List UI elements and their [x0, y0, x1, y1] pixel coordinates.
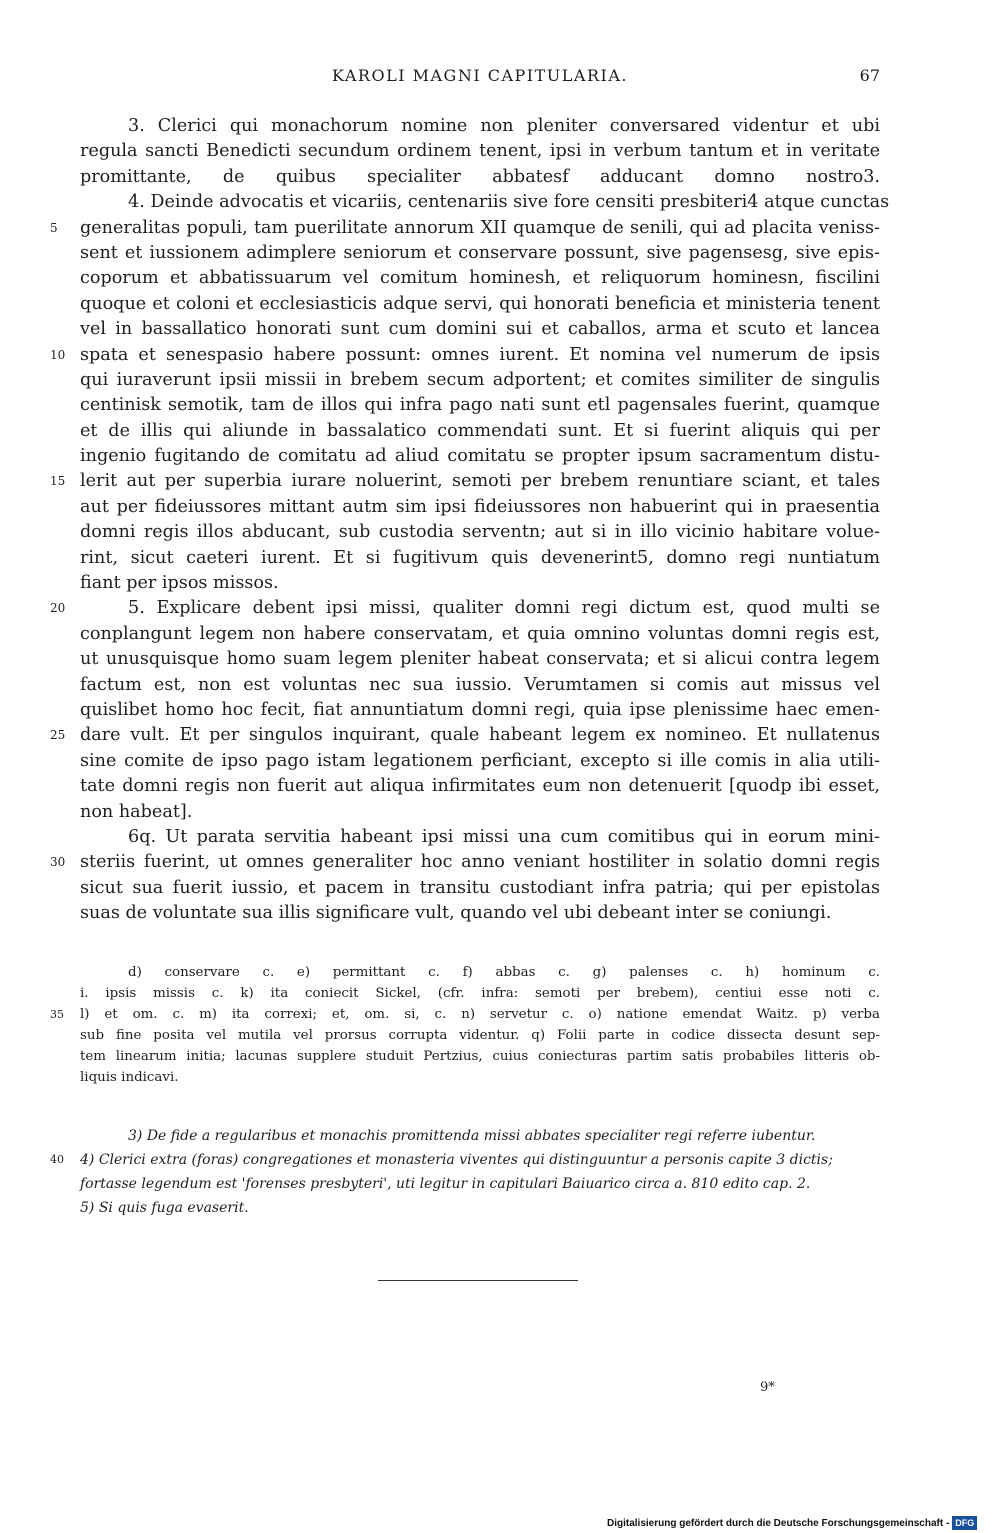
- text-line-text: steriis fuerint, ut omnes generaliter hoc anno veniant hostiliter in solatio domni regis: [80, 852, 880, 873]
- page-header: [80, 66, 880, 96]
- text-line-text: 6q. Ut parata servitia habeant ipsi missi una cum comitibus qui in eorum mini-: [128, 826, 880, 847]
- variant-note-line: [80, 1025, 880, 1046]
- text-line: [80, 165, 880, 190]
- footnote-line: [80, 1196, 880, 1220]
- text-line-text: regula sancti Benedicti secundum ordinem tenent, ipsi in verbum tantum et in veritate: [80, 141, 880, 162]
- text-line: [80, 114, 880, 139]
- text-line: [80, 139, 880, 164]
- text-line: [80, 393, 880, 418]
- text-line: [80, 190, 890, 215]
- line-number: 40: [50, 1153, 64, 1166]
- text-line: [50, 216, 880, 241]
- text-line-text: qui iuraverunt ipsii missii in brebem secum adportent; et comites similiter de singulis: [80, 369, 880, 390]
- page-number: 67: [859, 66, 880, 85]
- variant-note-line-text: liquis indicavi.: [80, 1070, 179, 1085]
- text-line-text: generalitas populi, tam puerilitate annorum XII quamque de senili, qui ad placita veniss-: [80, 217, 880, 238]
- text-line: [80, 546, 880, 571]
- text-line-text: conplangunt legem non habere conservatam, et quia omnino voluntas domni regis est,: [80, 623, 880, 644]
- text-line-text: lerit aut per superbia iurare noluerint, semoti per brebem renuntiare sciant, et tales: [80, 471, 880, 492]
- text-line: [80, 800, 880, 825]
- variant-note-line-text: tem linearum initia; lacunas supplere studuit Pertzius, cuius coniecturas partim satis probabiles litteris ob-: [80, 1049, 880, 1064]
- footnote-line-text: 4) Clerici extra (foras) congregationes et monasteria viventes qui distinguuntur a personis capite 3 dictis;: [80, 1152, 833, 1168]
- text-line: [50, 343, 880, 368]
- text-line-text: aut per fideiussores mittant autm sim ipsi fideiussores non habuerint qui in praesentia: [80, 496, 880, 517]
- variant-note-line-text: l) et om. c. m) ita correxi; et, om. si, c. n) servetur c. o) natione emendat Waitz. p) verba: [80, 1007, 880, 1022]
- text-line: [80, 241, 880, 266]
- footnotes: [50, 1124, 880, 1220]
- text-line: [80, 368, 880, 393]
- text-line: [80, 317, 880, 342]
- text-line-text: factum est, non est voluntas nec sua iussio. Verumtamen si comis aut missus vel: [80, 674, 880, 695]
- divider-rule: [378, 1280, 578, 1281]
- text-line: [80, 749, 880, 774]
- text-line: [50, 596, 880, 621]
- footnote-line: [80, 1172, 880, 1196]
- variant-note-line: [80, 1067, 880, 1088]
- text-line: [80, 444, 880, 469]
- text-line-text: 4. Deinde advocatis et vicariis, centenariis sive fore censiti presbiteri4 atque cunctas: [128, 192, 890, 213]
- variant-note-line: [80, 962, 880, 983]
- line-number: 15: [50, 474, 66, 489]
- text-line-text: domni regis illos abducant, sub custodia serventn; aut si in illo vicinio habitare volue-: [80, 522, 880, 543]
- text-line: [80, 292, 880, 317]
- variant-note-line: [50, 1004, 880, 1025]
- text-line: [50, 723, 880, 748]
- text-line-text: coporum et abbatissuarum vel comitum hominesh, et reliquorum hominesn, fiscilini: [80, 268, 880, 289]
- main-text: [50, 114, 890, 927]
- text-line: [80, 901, 880, 926]
- text-line: [80, 774, 880, 799]
- line-number: 10: [50, 347, 66, 362]
- text-line-text: promittante, de quibus specialiter abbatesf adducant domno nostro3.: [80, 166, 880, 187]
- line-number: 30: [50, 855, 66, 870]
- variant-note-line-text: d) conservare c. e) permittant c. f) abbas c. g) palenses c. h) hominum c.: [128, 965, 880, 980]
- text-line-text: ut unusquisque homo suam legem pleniter habeat conservata; et si alicui contra legem: [80, 649, 880, 670]
- line-number: 20: [50, 601, 66, 616]
- text-line-text: sent et iussionem adimplere seniorum et conservare possunt, sive pagensesg, sive epis-: [80, 242, 880, 263]
- footnote-line-text: 5) Si quis fuga evaserit.: [80, 1200, 249, 1216]
- text-line: [80, 673, 880, 698]
- footnote-line-text: fortasse legendum est 'forenses presbyteri', uti legitur in capitulari Baiuarico circa a. 810 edito cap. 2.: [80, 1176, 811, 1192]
- text-line-text: sicut sua fuerit iussio, et pacem in transitu custodiant infra patria; qui per epistolas: [80, 877, 880, 898]
- text-line-text: fiant per ipsos missos.: [80, 573, 279, 594]
- variant-note-line: [80, 1046, 880, 1067]
- text-line-text: 5. Explicare debent ipsi missi, qualiter domni regi dictum est, quod multi se: [128, 598, 880, 619]
- line-number: 25: [50, 728, 66, 743]
- text-line: [80, 520, 880, 545]
- footnote-line: [50, 1148, 880, 1172]
- line-number: 5: [50, 220, 58, 235]
- text-line-text: non habeat].: [80, 801, 193, 822]
- text-line-text: sine comite de ipso pago istam legationem perficiant, excepto si ille comis in alia utili-: [80, 750, 880, 771]
- line-number: 35: [50, 1008, 64, 1021]
- text-line-text: quoque et coloni et ecclesiasticis adque servi, qui honorati beneficia et ministeria tenent: [80, 293, 880, 314]
- text-line: [50, 469, 880, 494]
- text-line: [80, 571, 880, 596]
- footnote-line-text: 3) De fide a regularibus et monachis promittenda missi abbates specialiter regi referre iubentur.: [128, 1128, 816, 1144]
- text-line-text: tate domni regis non fuerit aut aliqua infirmitates eum non detenuerit [quodp ibi esset,: [80, 776, 880, 797]
- footnote-line: [80, 1124, 880, 1148]
- text-line: [80, 266, 880, 291]
- text-line: [50, 850, 880, 875]
- text-line-text: suas de voluntate sua illis significare vult, quando vel ubi debeant inter se coniungi.: [80, 903, 832, 924]
- text-line-text: vel in bassallatico honorati sunt cum domini sui et caballos, arma et scuto et lancea: [80, 319, 880, 340]
- text-line-text: ingenio fugitando de comitatu ad aliud comitatu se propter ipsum sacramentum distu-: [80, 446, 880, 467]
- text-line: [80, 419, 880, 444]
- funding-text: Digitalisierung gefördert durch die Deutsche Forschungsgemeinschaft -: [607, 1517, 950, 1529]
- text-line: [80, 825, 880, 850]
- text-line-text: centinisk semotik, tam de illos qui infra pago nati sunt etl pagensales fuerint, quamque: [80, 395, 880, 416]
- text-line: [80, 698, 880, 723]
- text-line: [80, 622, 880, 647]
- text-line: [80, 495, 880, 520]
- text-line-text: 3. Clerici qui monachorum nomine non pleniter conversared videntur et ubi: [128, 116, 880, 136]
- running-title: KAROLI MAGNI CAPITULARIA.: [332, 66, 628, 85]
- text-line-text: rint, sicut caeteri iurent. Et si fugitivum quis devenerint5, domno regi nuntiatum: [80, 547, 880, 568]
- text-line: [80, 647, 880, 672]
- text-line-text: quislibet homo hoc fecit, fiat annuntiatum domni regi, quia ipse plenissime haec emen-: [80, 699, 880, 720]
- text-line: [80, 876, 880, 901]
- text-line-text: et de illis qui aliunde in bassalatico commendati sunt. Et si fuerint aliquis qui per: [80, 420, 880, 441]
- text-line-text: spata et senespasio habere possunt: omnes iurent. Et nomina vel numerum de ipsis: [80, 344, 880, 365]
- variant-note-line: [80, 983, 880, 1004]
- variant-note-line-text: sub fine posita vel mutila vel prorsus corrupta videntur. q) Folii parte in codice dissecta desunt sep-: [80, 1028, 880, 1043]
- funding-credit: [607, 1515, 977, 1531]
- signature-mark: 9*: [760, 1380, 775, 1395]
- variant-note-line-text: i. ipsis missis c. k) ita coniecit Sickel, (cfr. infra: semoti per brebem), centiui esse noti c.: [80, 986, 880, 1001]
- variant-notes: [50, 962, 880, 1088]
- text-line-text: dare vult. Et per singulos inquirant, quale habeant legem ex nomineo. Et nullatenus: [80, 725, 880, 746]
- dfg-logo: DFG: [952, 1516, 977, 1530]
